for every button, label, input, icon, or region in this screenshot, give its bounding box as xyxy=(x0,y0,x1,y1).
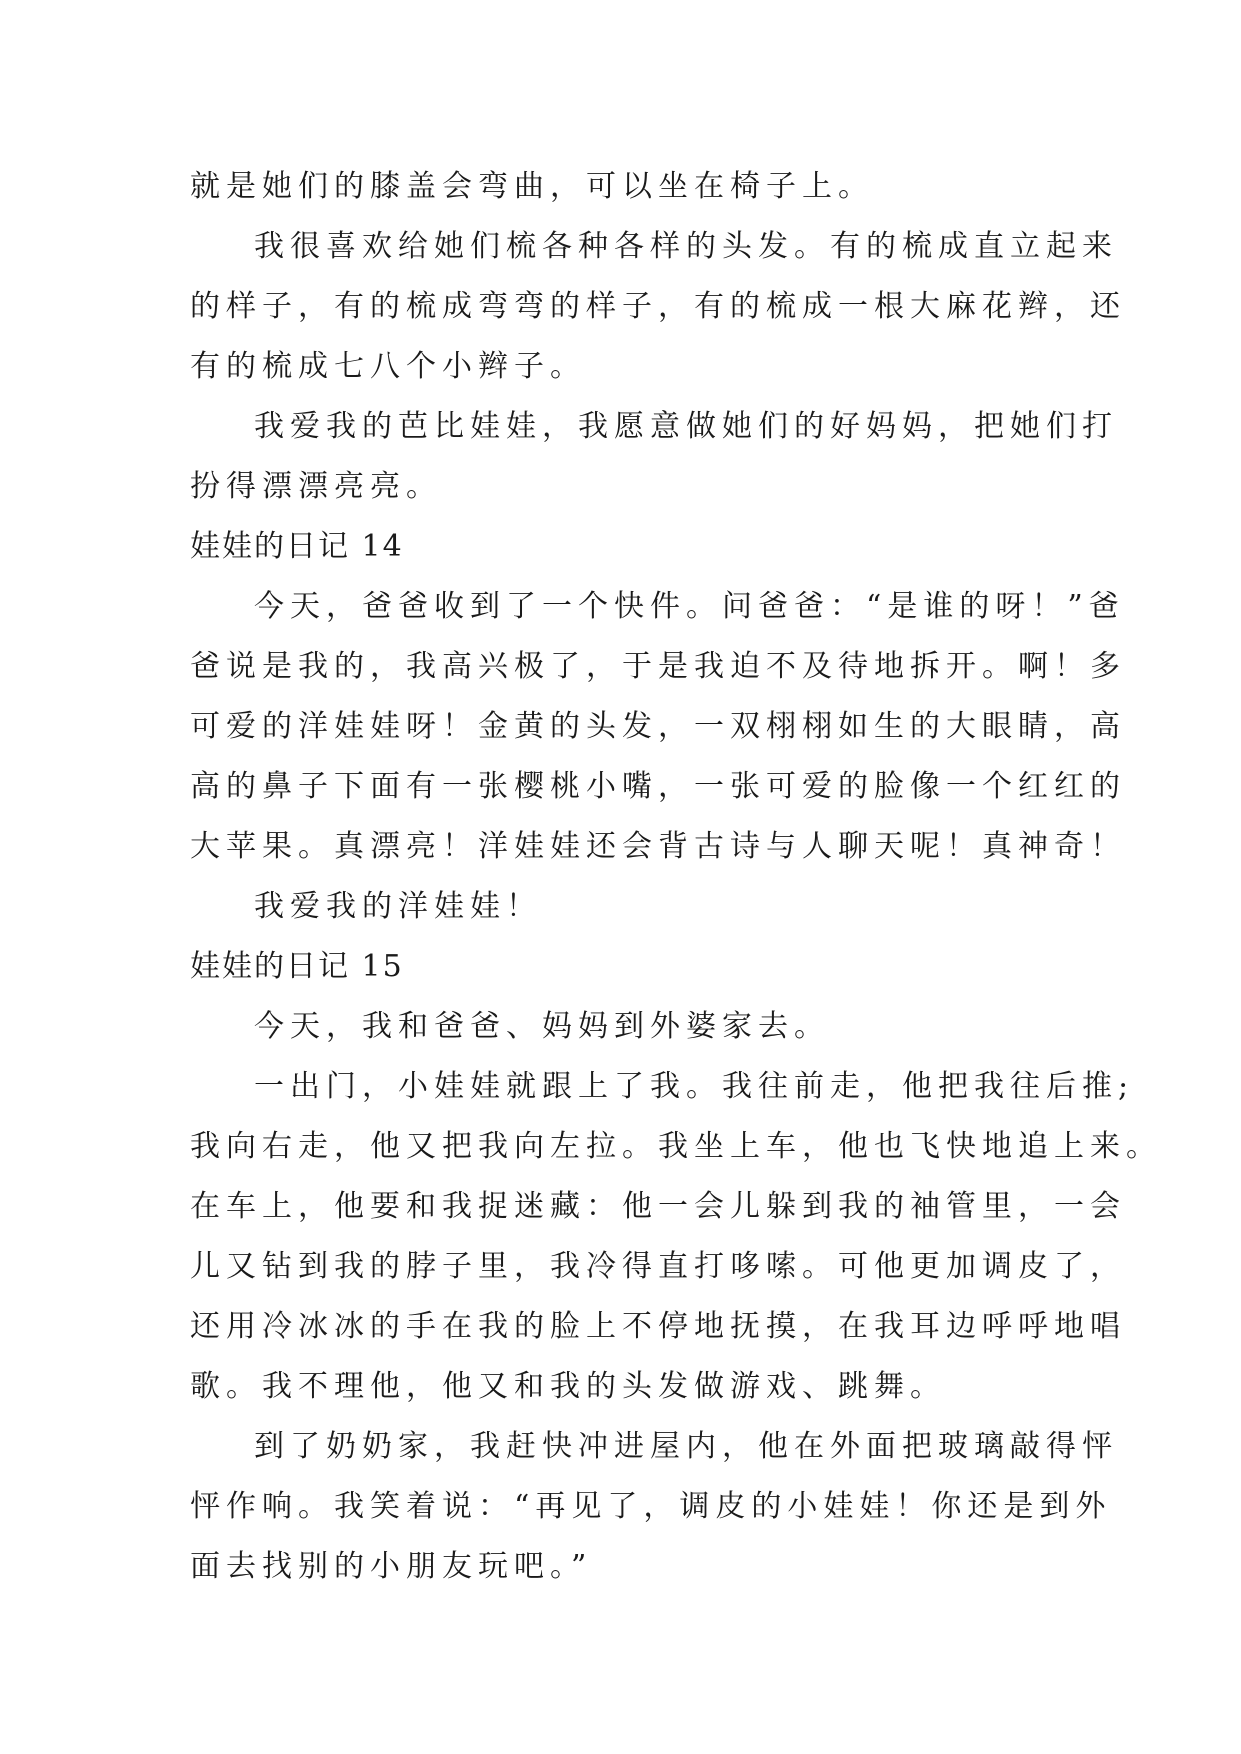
text-line: 可爱的洋娃娃呀！金黄的头发，一双栩栩如生的大眼睛，高 xyxy=(190,709,1126,744)
document-page xyxy=(190,157,1162,1597)
text-line: 面去找别的小朋友玩吧。” xyxy=(190,1549,593,1584)
section-heading: 娃娃的日记 15 xyxy=(190,949,404,984)
text-line: 大苹果。真漂亮！洋娃娃还会背古诗与人聊天呢！真神奇！ xyxy=(190,829,1126,864)
paragraph-start: 到了奶奶家，我赶快冲进屋内，他在外面把玻璃敲得怦 xyxy=(254,1429,1118,1464)
text-line: 爸说是我的，我高兴极了，于是我迫不及待地拆开。啊！多 xyxy=(190,649,1126,684)
text-line: 扮得漂漂亮亮。 xyxy=(190,469,442,504)
paragraph-start: 一出门，小娃娃就跟上了我。我往前走，他把我往后推; xyxy=(254,1069,1135,1104)
text-line: 我向右走，他又把我向左拉。我坐上车，他也飞快地追上来。 xyxy=(190,1129,1162,1164)
paragraph-start: 我很喜欢给她们梳各种各样的头发。有的梳成直立起来 xyxy=(254,229,1118,264)
paragraph-start: 今天，我和爸爸、妈妈到外婆家去。 xyxy=(254,1009,830,1044)
text-line: 还用冷冰冰的手在我的脸上不停地抚摸，在我耳边呼呼地唱 xyxy=(190,1309,1126,1344)
paragraph-start: 我爱我的芭比娃娃，我愿意做她们的好妈妈，把她们打 xyxy=(254,409,1118,444)
text-line: 儿又钻到我的脖子里，我冷得直打哆嗦。可他更加调皮了， xyxy=(190,1249,1126,1284)
paragraph-start: 我爱我的洋娃娃！ xyxy=(254,889,542,924)
text-line: 在车上，他要和我捉迷藏：他一会儿躲到我的袖管里，一会 xyxy=(190,1189,1126,1224)
text-line: 怦作响。我笑着说：“再见了，调皮的小娃娃！你还是到外 xyxy=(190,1489,1112,1524)
text-line: 高的鼻子下面有一张樱桃小嘴，一张可爱的脸像一个红红的 xyxy=(190,769,1126,804)
text-line: 有的梳成七八个小辫子。 xyxy=(190,349,586,384)
text-line: 就是她们的膝盖会弯曲，可以坐在椅子上。 xyxy=(190,169,874,204)
paragraph-start: 今天，爸爸收到了一个快件。问爸爸：“是谁的呀！”爸 xyxy=(254,589,1125,624)
section-heading: 娃娃的日记 14 xyxy=(190,529,404,564)
text-line: 歌。我不理他，他又和我的头发做游戏、跳舞。 xyxy=(190,1369,946,1404)
text-line: 的样子，有的梳成弯弯的样子，有的梳成一根大麻花辫，还 xyxy=(190,289,1126,324)
